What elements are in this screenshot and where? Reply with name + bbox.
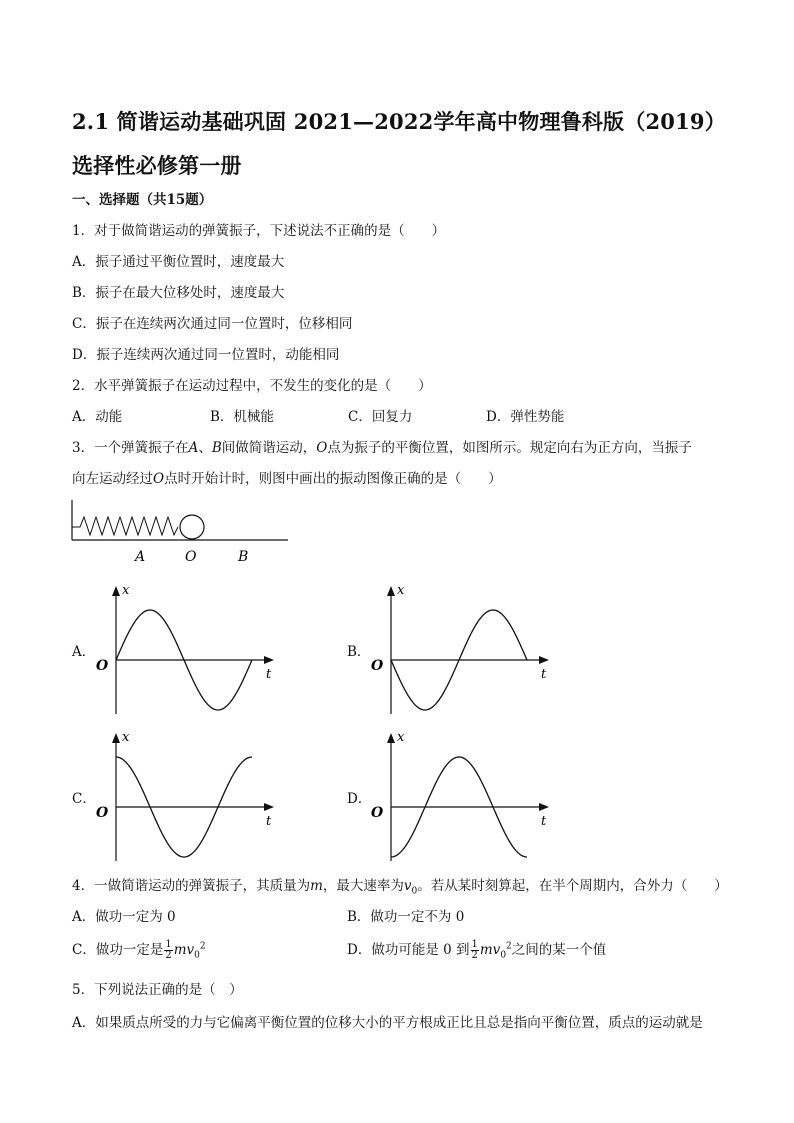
vibration-graph-b xyxy=(367,580,557,720)
graph-c-x-label: t xyxy=(266,814,272,829)
label-o: O xyxy=(185,549,197,565)
q4-option-c: C．做功一定是 $\frac{1}{2}$ $mv_0^2$ xyxy=(72,939,206,961)
q3-graph-option-d-label: D． xyxy=(347,791,372,807)
q1-option-d: D．振子连续两次通过同一位置时，动能相同 xyxy=(72,347,340,363)
q1-stem: 1．对于做简谐运动的弹簧振子，下述说法不正确的是（ ） xyxy=(72,223,446,239)
graph-d-x-label: t xyxy=(541,814,547,829)
graph-b-x-label: t xyxy=(541,667,547,682)
fraction-half: $\frac{1}{2}$ xyxy=(471,939,478,961)
graph-c-origin-label: O xyxy=(96,805,109,821)
graph-b-origin-label: O xyxy=(371,658,384,674)
q5-option-a: A．如果质点所受的力与它偏离平衡位置的位移大小的平方根成正比且总是指向平衡位置，质点的运动就是 xyxy=(72,1015,703,1031)
label-b: B xyxy=(238,549,249,565)
graph-a-y-label: x xyxy=(122,583,130,598)
q2-option-c: C．回复力 xyxy=(348,409,413,425)
q3-graph-option-b-label: B． xyxy=(347,644,371,660)
q3-graph-option-c-label: C． xyxy=(72,791,96,807)
q3-stem-line2: 向左运动经过O点时开始计时，则图中画出的振动图像正确的是（ ） xyxy=(72,471,502,487)
graph-a-x-label: t xyxy=(266,667,272,682)
graph-d-y-arrow xyxy=(387,733,395,743)
graph-c-y-label: x xyxy=(122,730,130,745)
oscillator-ball xyxy=(180,515,204,539)
graph-d-origin-label: O xyxy=(371,805,384,821)
graph-b-x-arrow xyxy=(539,656,549,664)
vibration-graph-a xyxy=(92,580,282,720)
q2-option-b: B．机械能 xyxy=(210,409,274,425)
q4-option-b: B．做功一定不为 0 xyxy=(347,909,465,925)
q4-option-a: A．做功一定为 0 xyxy=(72,909,176,925)
q4-option-d: D．做功可能是 0 到 $\frac{1}{2}$ $mv_0^2$之间的某一个值 xyxy=(347,939,607,961)
graph-c-x-arrow xyxy=(264,803,274,811)
q4-stem: 4．一做简谐运动的弹簧振子，其质量为m，最大速率为$v_0$。若从某时刻算起，在半个周期内，合外力（ ） xyxy=(72,878,728,897)
q5-stem: 5．下列说法正确的是（ ） xyxy=(72,982,243,998)
label-a: A xyxy=(135,549,146,565)
graph-d-x-arrow xyxy=(539,803,549,811)
graph-b-y-label: x xyxy=(397,583,405,598)
graph-a-y-arrow xyxy=(112,586,120,596)
q1-option-c: C．振子在连续两次通过同一位置时，位移相同 xyxy=(72,316,353,332)
graph-d-y-label: x xyxy=(397,730,405,745)
fraction-half: $\frac{1}{2}$ xyxy=(165,939,172,961)
vibration-graph-c xyxy=(92,727,282,867)
q2-stem: 2．水平弹簧振子在运动过程中，不发生的变化的是（ ） xyxy=(72,378,432,394)
graph-a-origin-label: O xyxy=(96,658,109,674)
q3-graph-option-a-label: A． xyxy=(72,644,96,660)
section-header: 一、选择题（共15题） xyxy=(72,192,213,208)
graph-c-y-arrow xyxy=(112,733,120,743)
q2-option-a: A．动能 xyxy=(72,409,123,425)
spring-oscillator-figure xyxy=(70,495,290,570)
q2-option-d: D．弹性势能 xyxy=(486,409,565,425)
page-title: 2.1 简谐运动基础巩固 2021—2022学年高中物理鲁科版（2019）选择性必修第一册 xyxy=(72,109,726,178)
q1-option-a: A．振子通过平衡位置时，速度最大 xyxy=(72,254,285,270)
q1-option-b: B．振子在最大位移处时，速度最大 xyxy=(72,285,285,301)
graph-b-y-arrow xyxy=(387,586,395,596)
q3-stem-line1: 3．一个弹簧振子在A、B间做简谐运动，O点为振子的平衡位置，如图所示。规定向右为正方向，当振子 xyxy=(72,440,692,456)
graph-a-x-arrow xyxy=(264,656,274,664)
spring xyxy=(72,517,178,535)
vibration-graph-d xyxy=(367,727,557,867)
